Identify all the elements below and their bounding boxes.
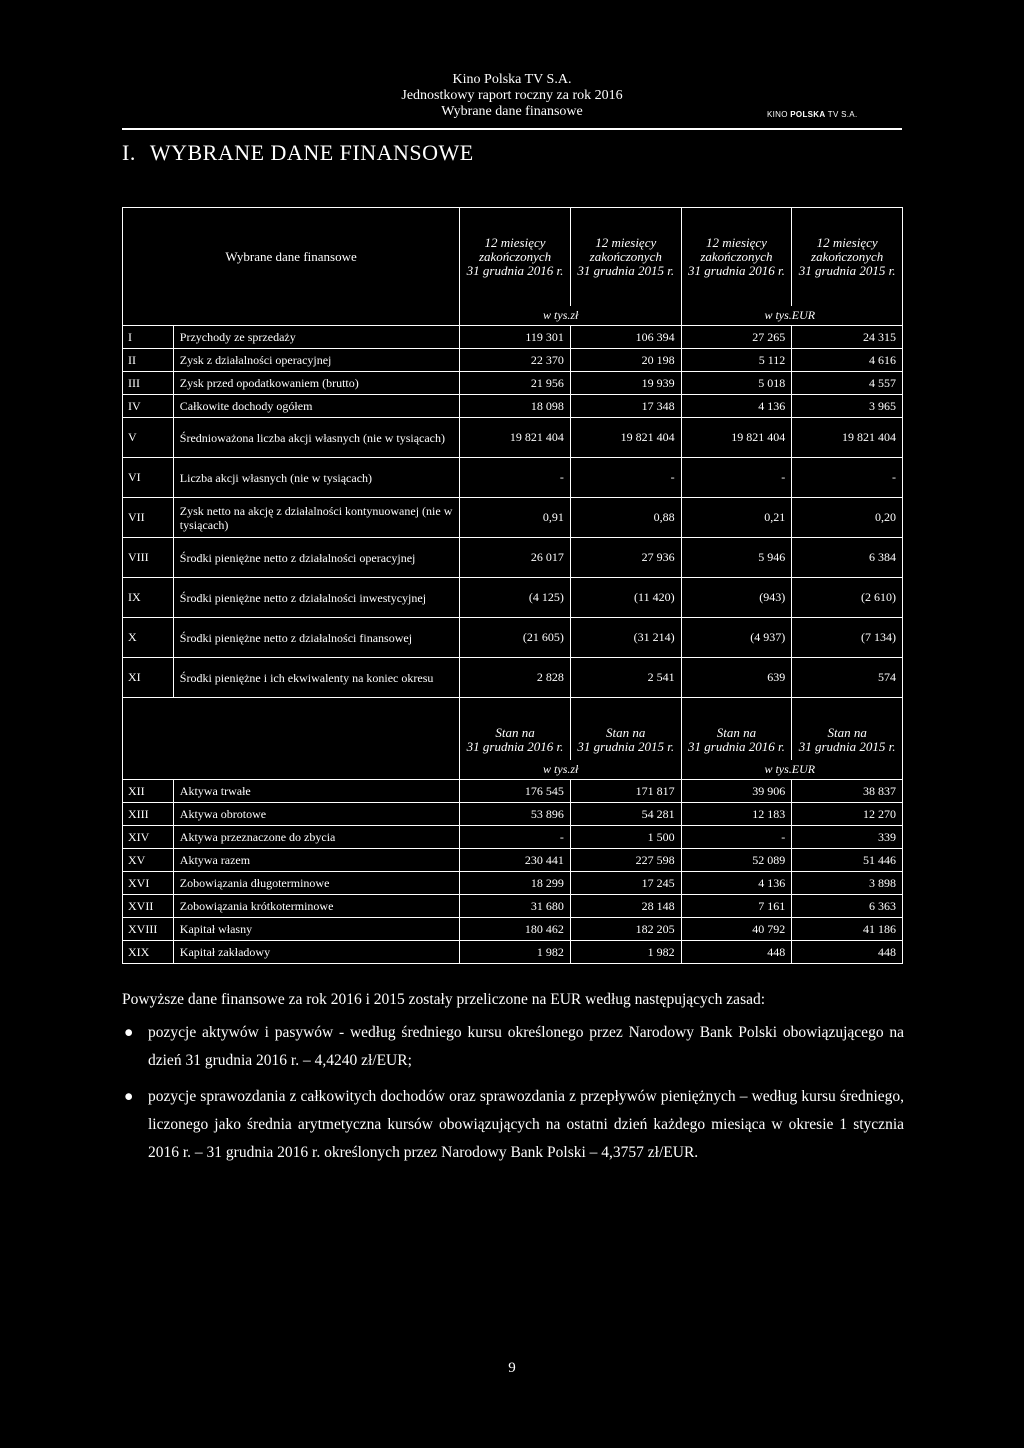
row-number: XIII [123, 803, 174, 826]
row-value: 18 299 [460, 872, 571, 895]
row-value: 19 821 404 [570, 418, 681, 458]
row-number: XIX [123, 941, 174, 964]
row-value: 4 136 [681, 872, 792, 895]
unit-label: w tys. [681, 760, 792, 780]
header-section: Wybrane dane finansowe [441, 104, 583, 119]
row-value: 176 545 [460, 780, 571, 803]
row-number: VII [123, 498, 174, 538]
row-value: 4 616 [792, 349, 903, 372]
table-row [123, 538, 903, 578]
unit-row [123, 306, 903, 326]
row-label: Zysk z działalności operacyjnej [173, 349, 459, 372]
row-label: Środki pieniężne netto z działalności inwestycyjnej [173, 578, 459, 618]
row-value: 52 089 [681, 849, 792, 872]
row-number: III [123, 372, 174, 395]
balance-header: Stan na 31 grudnia 2016 r. [681, 698, 792, 760]
row-number: II [123, 349, 174, 372]
row-number: I [123, 326, 174, 349]
row-number: IV [123, 395, 174, 418]
row-label: Przychody ze sprzedaży [173, 326, 459, 349]
row-value: - [681, 826, 792, 849]
table-row [123, 895, 903, 918]
table-row [123, 326, 903, 349]
row-number: XII [123, 780, 174, 803]
row-value: 339 [792, 826, 903, 849]
row-number: XV [123, 849, 174, 872]
row-value: - [460, 458, 571, 498]
row-value: 1 500 [570, 826, 681, 849]
unit-label: w tys. [460, 306, 571, 326]
row-value: - [792, 458, 903, 498]
row-value: 18 098 [460, 395, 571, 418]
unit-label: w tys. [681, 306, 792, 326]
row-value: 3 965 [792, 395, 903, 418]
period-header: 12 miesięcy zakończonych 31 grudnia 2016 r. [460, 208, 571, 306]
row-value: 574 [792, 658, 903, 698]
row-value: 2 828 [460, 658, 571, 698]
row-label: Średnioważona liczba akcji własnych (nie w tysiącach) [173, 418, 459, 458]
table-row [123, 578, 903, 618]
row-value: 1 982 [460, 941, 571, 964]
row-label: Środki pieniężne netto z działalności operacyjnej [173, 538, 459, 578]
unit-label: zł [570, 306, 681, 326]
table-row [123, 458, 903, 498]
row-value: 21 956 [460, 372, 571, 395]
row-value: (4 125) [460, 578, 571, 618]
header-divider [122, 128, 902, 130]
table-row [123, 918, 903, 941]
row-value: (31 214) [570, 618, 681, 658]
row-value: 2 541 [570, 658, 681, 698]
row-value: 19 821 404 [460, 418, 571, 458]
notes-item: ● pozycje sprawozdania z całkowitych dochodów oraz sprawozdania z przepływów pieniężnych – według kursu średniego, liczonego jako średnia arytmetyczna kursów obowiązujących na ostatni dzień każdego miesiąca w okresie 1 stycznia 2016 r. – 31 grudnia 2016 r. określonych przez Narodowy Bank Polski – 4,3757 zł/EUR. [122, 1083, 904, 1167]
table-row [123, 849, 903, 872]
row-value: 227 598 [570, 849, 681, 872]
row-value: 180 462 [460, 918, 571, 941]
row-value: 448 [792, 941, 903, 964]
unit-label: EUR [792, 306, 903, 326]
row-value: 19 939 [570, 372, 681, 395]
row-value: 6 384 [792, 538, 903, 578]
header-report: Jednostkowy raport roczny za rok 2016 [401, 88, 623, 103]
row-value: 1 982 [570, 941, 681, 964]
row-value: (7 134) [792, 618, 903, 658]
row-value: 119 301 [460, 326, 571, 349]
company-logo: KINO POLSKA TV S.A. [767, 110, 858, 119]
section-title-text: WYBRANE DANE FINANSOWE [149, 140, 474, 165]
table-row [123, 618, 903, 658]
row-number: XIV [123, 826, 174, 849]
row-value: 0,21 [681, 498, 792, 538]
row-label: Całkowite dochody ogółem [173, 395, 459, 418]
row-value: 3 898 [792, 872, 903, 895]
conversion-notes [122, 987, 904, 1175]
period-header: 12 miesięcy zakończonych 31 grudnia 2016 r. [681, 208, 792, 306]
row-number: V [123, 418, 174, 458]
row-label: Aktywa przeznaczone do zbycia [173, 826, 459, 849]
row-value: 230 441 [460, 849, 571, 872]
page-number: 9 [508, 1360, 516, 1376]
unit-label: w tys. [460, 760, 571, 780]
table-row [123, 418, 903, 458]
row-value: (4 937) [681, 618, 792, 658]
bullet-icon: ● [124, 1024, 134, 1041]
notes-intro: Powyższe dane finansowe za rok 2016 i 2015 zostały przeliczone na EUR według następujących zasad: [122, 991, 766, 1008]
row-value: 19 821 404 [792, 418, 903, 458]
row-value: 27 265 [681, 326, 792, 349]
row-number: XI [123, 658, 174, 698]
row-value: 19 821 404 [681, 418, 792, 458]
row-value: 22 370 [460, 349, 571, 372]
row-label: Aktywa trwałe [173, 780, 459, 803]
row-value: 20 198 [570, 349, 681, 372]
notes-list [122, 1019, 904, 1167]
row-value: 448 [681, 941, 792, 964]
balance-header: Stan na 31 grudnia 2015 r. [570, 698, 681, 760]
row-value: 28 148 [570, 895, 681, 918]
unit-row [123, 760, 903, 780]
row-value: 0,91 [460, 498, 571, 538]
row-value: - [460, 826, 571, 849]
row-number: XVI [123, 872, 174, 895]
row-value: 5 018 [681, 372, 792, 395]
unit-label: zł [570, 760, 681, 780]
row-label: Zobowiązania krótkoterminowe [173, 895, 459, 918]
table-row [123, 658, 903, 698]
row-value: 6 363 [792, 895, 903, 918]
row-value: 0,20 [792, 498, 903, 538]
row-value: 12 270 [792, 803, 903, 826]
row-number: X [123, 618, 174, 658]
balance-header: Stan na 31 grudnia 2015 r. [792, 698, 903, 760]
period-header: 12 miesięcy zakończonych 31 grudnia 2015 r. [570, 208, 681, 306]
table-row [123, 349, 903, 372]
balance-header: Stan na 31 grudnia 2016 r. [460, 698, 571, 760]
corner-label: Wybrane dane finansowe [123, 208, 460, 306]
table-row [123, 395, 903, 418]
row-value: 17 348 [570, 395, 681, 418]
row-value: (21 605) [460, 618, 571, 658]
row-value: 106 394 [570, 326, 681, 349]
table-row [123, 803, 903, 826]
row-label: Liczba akcji własnych (nie w tysiącach) [173, 458, 459, 498]
table-row [123, 498, 903, 538]
row-label: Aktywa obrotowe [173, 803, 459, 826]
notes-item: ● pozycje aktywów i pasywów - według średniego kursu określonego przez Narodowy Bank Polski obowiązującego na dzień 31 grudnia 2016 r. – 4,4240 zł/EUR; [122, 1019, 904, 1075]
balance-header-row [123, 698, 903, 760]
row-value: 41 186 [792, 918, 903, 941]
row-value: 7 161 [681, 895, 792, 918]
row-label: Zobowiązania długoterminowe [173, 872, 459, 895]
row-value: 27 936 [570, 538, 681, 578]
row-value: 171 817 [570, 780, 681, 803]
row-value: 38 837 [792, 780, 903, 803]
row-value: 24 315 [792, 326, 903, 349]
row-value: 54 281 [570, 803, 681, 826]
table-row [123, 372, 903, 395]
row-value: 182 205 [570, 918, 681, 941]
financial-data-table [122, 207, 903, 964]
period-header-row [123, 208, 903, 306]
row-value: 51 446 [792, 849, 903, 872]
row-number: IX [123, 578, 174, 618]
period-header: 12 miesięcy zakończonych 31 grudnia 2015 r. [792, 208, 903, 306]
row-value: 39 906 [681, 780, 792, 803]
row-value: 4 557 [792, 372, 903, 395]
row-value: (943) [681, 578, 792, 618]
row-value: 4 136 [681, 395, 792, 418]
row-number: XVII [123, 895, 174, 918]
table-row [123, 872, 903, 895]
row-value: (11 420) [570, 578, 681, 618]
row-label: Środki pieniężne i ich ekwiwalenty na koniec okresu [173, 658, 459, 698]
row-number: XVIII [123, 918, 174, 941]
row-value: 5 946 [681, 538, 792, 578]
row-value: 40 792 [681, 918, 792, 941]
row-label: Zysk przed opodatkowaniem (brutto) [173, 372, 459, 395]
row-value: 12 183 [681, 803, 792, 826]
header-company: Kino Polska TV S.A. [452, 72, 572, 87]
section-title [122, 140, 474, 166]
table-row [123, 826, 903, 849]
row-value: 639 [681, 658, 792, 698]
row-label: Aktywa razem [173, 849, 459, 872]
row-value: 31 680 [460, 895, 571, 918]
page-header [320, 72, 704, 120]
table-row [123, 941, 903, 964]
row-value: (2 610) [792, 578, 903, 618]
row-value: 53 896 [460, 803, 571, 826]
row-value: 26 017 [460, 538, 571, 578]
row-label: Środki pieniężne netto z działalności finansowej [173, 618, 459, 658]
row-label: Zysk netto na akcję z działalności kontynuowanej (nie w tysiącach) [173, 498, 459, 538]
unit-label: EUR [792, 760, 903, 780]
table-row [123, 780, 903, 803]
row-value: 0,88 [570, 498, 681, 538]
row-label: Kapitał zakładowy [173, 941, 459, 964]
row-value: 5 112 [681, 349, 792, 372]
row-label: Kapitał własny [173, 918, 459, 941]
row-value: - [681, 458, 792, 498]
row-number: VI [123, 458, 174, 498]
row-value: - [570, 458, 681, 498]
bullet-icon: ● [124, 1088, 134, 1105]
row-number: VIII [123, 538, 174, 578]
row-value: 17 245 [570, 872, 681, 895]
section-number: I. [122, 140, 136, 165]
